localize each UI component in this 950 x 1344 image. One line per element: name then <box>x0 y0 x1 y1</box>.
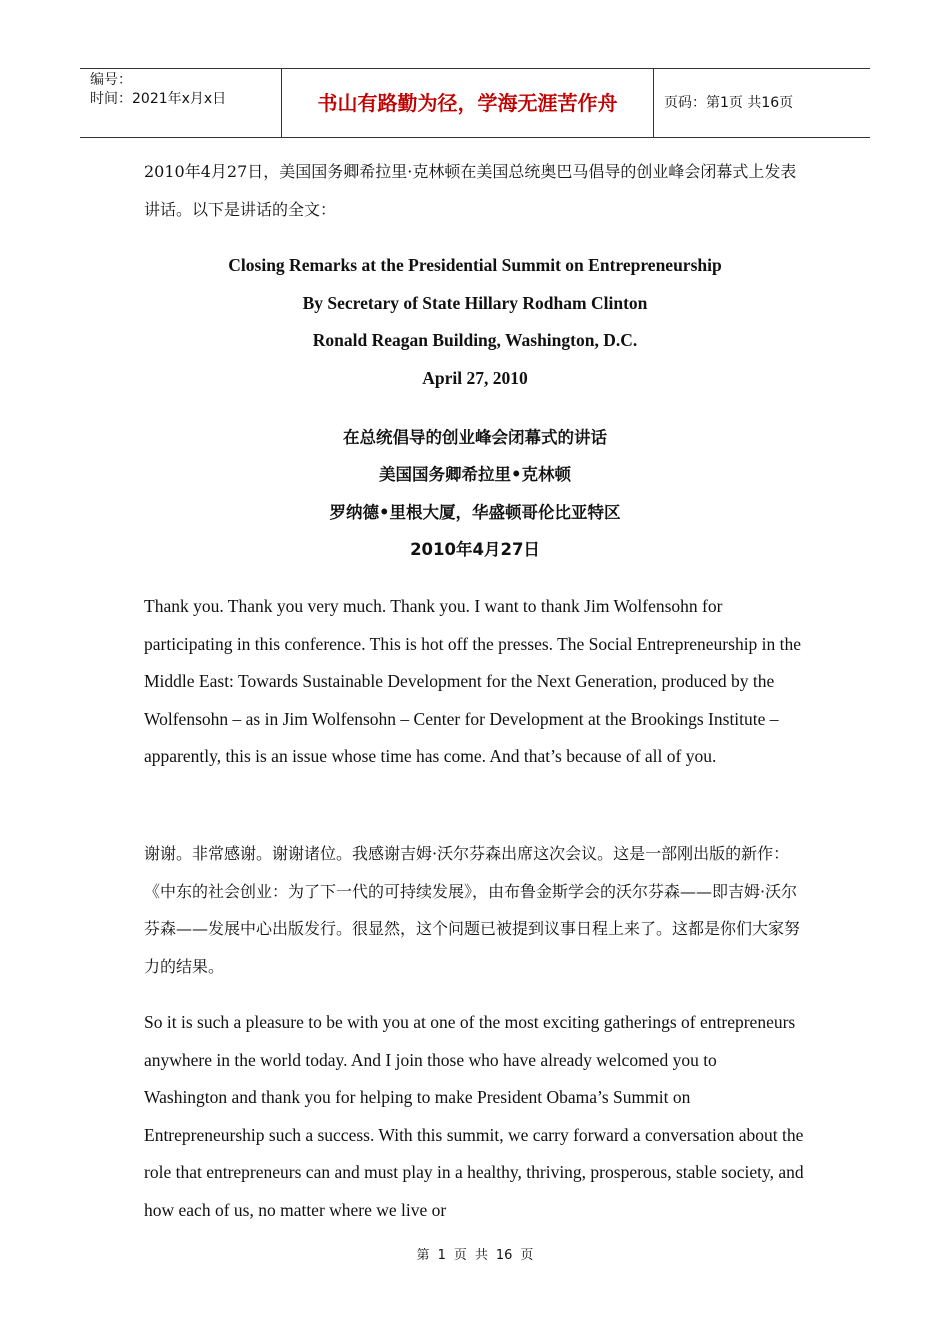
header-motto: 书山有路勤为径，学海无涯苦作舟 <box>281 69 654 137</box>
english-venue: Ronald Reagan Building, Washington, D.C. <box>312 330 638 350</box>
header-page-info: 页码：第1页 共16页 <box>664 95 794 111</box>
footer-page-number: 1 <box>437 1248 446 1263</box>
header-meta <box>80 69 281 137</box>
footer-ye: 页 <box>453 1248 467 1263</box>
body-paragraph-2-english: So it is such a pleasure to be with you at one of the most exciting gatherings of entrepreneurs anywhere in the world today. And I join those who have already welcomed you to Washington and thank you for helping to make President Obama’s Summit on Entrepreneurship such a success. With this summit, we carry forward a conversation about the role that entrepreneurs can and must play in a healthy, thriving, prosperous, stable society, and how each of us, no matter where we live or <box>144 1012 804 1220</box>
english-title: Closing Remarks at the Presidential Summit on Entrepreneurship <box>228 255 722 275</box>
document-time-label: 时间：2021年x月x日 <box>90 91 227 107</box>
footer-ye2: 页 <box>520 1248 534 1263</box>
body-paragraph-1-chinese: 谢谢。非常感谢。谢谢诸位。我感谢吉姆·沃尔芬森出席这次会议。这是一部刚出版的新作：《中东的社会创业：为了下一代的可持续发展》，由布鲁金斯学会的沃尔芬森——即吉姆·沃尔芬森——发展中心出版发行。很显然，这个问题已被提到议事日程上来了。这都是你们大家努力的结果。 <box>144 844 801 976</box>
footer-total-pages: 16 <box>495 1248 513 1263</box>
footer-di: 第 <box>416 1248 430 1263</box>
chinese-title: 在总统倡导的创业峰会闭幕式的讲话 <box>343 428 607 447</box>
chinese-author: 美国国务卿希拉里•克林顿 <box>378 465 572 484</box>
document-number-label: 编号： <box>90 72 132 88</box>
body-paragraph-1-english: Thank you. Thank you very much. Thank you. I want to thank Jim Wolfensohn for participating in this conference. This is hot off the presses. The Social Entrepreneurship in the Middle East: Towards Sustainable Development for the Next Generation, produced by the Wolfensohn – as in Jim Wolfensohn – Center for Development at the Brookings Institute – apparently, this is an issue whose time has come. And that’s because of all of you. <box>144 596 802 766</box>
english-date: April 27, 2010 <box>422 368 528 388</box>
footer-gong: 共 <box>474 1248 488 1263</box>
english-author: By Secretary of State Hillary Rodham Clinton <box>302 293 648 313</box>
page-header <box>80 68 870 138</box>
page-footer <box>0 1244 950 1263</box>
intro-paragraph: 2010年4月27日，美国国务卿希拉里·克林顿在美国总统奥巴马倡导的创业峰会闭幕式上发表讲话。以下是讲话的全文： <box>144 162 797 219</box>
chinese-date: 2010年4月27日 <box>410 540 540 559</box>
chinese-venue: 罗纳德•里根大厦，华盛顿哥伦比亚特区 <box>329 503 621 522</box>
